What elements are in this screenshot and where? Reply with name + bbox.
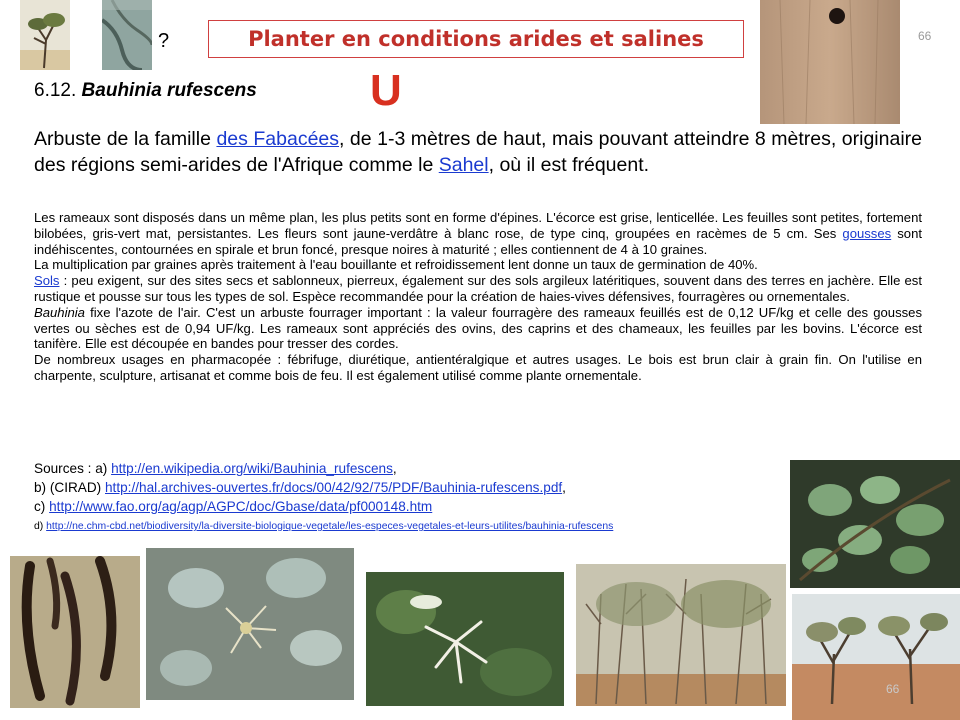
lead-paragraph <box>34 126 922 178</box>
link-fabacees[interactable]: des Fabacées <box>216 128 340 150</box>
species-name: Bauhinia rufescens <box>81 80 257 101</box>
text-span: : peu exigent, sur des sites secs et sablonneux, pierreux, également sur des sols argileux latéritiques, souvent dans des terres en jachère. Elle est rustique et pousse sur tous les types de sol. Espèce recommandée pour la création de haies-vives défensives, fourragères ou ornementales. <box>34 273 922 304</box>
page-number: 66 <box>918 29 932 43</box>
source-b <box>34 480 566 496</box>
text-span: , <box>392 461 397 476</box>
link-cirad[interactable]: http://hal.archives-ouvertes.fr/docs/00/42/92/75/PDF/Bauhinia-rufescens.pdf <box>105 480 563 495</box>
text-span: b) (CIRAD) <box>34 480 105 495</box>
link-gousses[interactable]: gousses <box>842 225 892 241</box>
link-wikipedia[interactable]: http://en.wikipedia.org/wiki/Bauhinia_rufescens <box>111 461 393 476</box>
photo-seed-pods <box>10 556 140 708</box>
text-span: sont indéhiscentes, contournées en spirale et brun foncé, presque noires à maturité ; elles contiennent de 4 à 10 graines. <box>34 225 922 257</box>
text-span: Sources : a) <box>34 461 112 476</box>
page-title: Planter en conditions arides et salines <box>208 20 744 58</box>
source-d <box>34 519 613 535</box>
section-heading <box>34 80 257 102</box>
body-text <box>34 210 922 384</box>
paragraph-uses: De nombreux usages en pharmacopée : fébrifuge, diurétique, antientéralgique et autres usages. Le bois est brun clair à grain fin. On l'utilise en charpente, sculpture, artisanat et comme bois de feu. Il est également utilisé comme plante ornementale. <box>34 352 922 383</box>
text-span: fixe l'azote de l'air. C'est un arbuste fourrager important : la valeur fourragère des rameaux feuillés est de 0,12 UF/kg et celle des gousses vertes ou sèches est de 0,94 UF/kg. Les rameaux sont appréciés des ovins, des caprins et des chameaux, les feuilles par les bovins. L'écorce est tanifère. Elle est découpée en bandes pour tresser des cordes. <box>34 304 922 352</box>
section-number: 6.12. <box>34 80 77 101</box>
photo-wood-bark <box>760 0 900 124</box>
photo-savanna-trees <box>792 594 960 720</box>
text-span: c) <box>34 499 50 514</box>
photo-shrub-hedge <box>576 564 786 706</box>
link-fao[interactable]: http://www.fao.org/ag/agp/AGPC/doc/Gbase/data/pf000148.htm <box>49 499 433 514</box>
paragraph-multiplication: La multiplication par graines après traitement à l'eau bouillante et refroidissement lent donne un taux de germination de 40%. <box>34 257 758 273</box>
lead-text-1: Arbuste de la famille <box>34 128 217 150</box>
link-sahel[interactable]: Sahel <box>438 154 489 176</box>
photo-white-flowers <box>366 572 564 706</box>
lead-text-2: , de 1-3 mètres de haut, mais pouvant atteindre 8 mètres, originaire des régions semi-arides de l'Afrique comme le <box>34 128 922 176</box>
text-span: , <box>562 480 566 495</box>
text-italic: Bauhinia <box>34 304 85 320</box>
page-number-faint: 66 <box>886 682 900 696</box>
photo-flowers-leaves <box>146 548 354 700</box>
badge-letter: U <box>370 66 402 115</box>
source-c <box>34 499 432 515</box>
text-span: Les rameaux sont disposés dans un même plan, les plus petits sont en forme d'épines. L'écorce est grise, lenticellée. Les feuilles sont petites, fortement bilobées, gris-vert mat, persistantes. Les fleurs sont jaune-verdâtre à blanc rose, de type cinq, groupées en racèmes de 5 cm. Ses <box>34 210 922 241</box>
link-chm-cbd[interactable]: http://ne.chm-cbd.net/biodiversity/la-diversite-biologique-vegetale/les-especes-vegetales-et-leurs-utilites/bauhinia-rufescens <box>46 521 614 532</box>
thumbnail-cracked-soil <box>102 0 152 70</box>
photo-leaves <box>790 460 960 588</box>
thumbnail-savanna-tree <box>20 0 70 70</box>
source-a <box>34 461 397 477</box>
paragraph-forage <box>34 305 922 352</box>
text-span: d) <box>34 521 47 532</box>
question-mark: ? <box>158 30 170 52</box>
paragraph-description <box>34 210 922 257</box>
lead-text-3: , où il est fréquent. <box>488 154 650 176</box>
link-sols[interactable]: Sols <box>34 273 60 289</box>
paragraph-soils <box>34 273 922 305</box>
